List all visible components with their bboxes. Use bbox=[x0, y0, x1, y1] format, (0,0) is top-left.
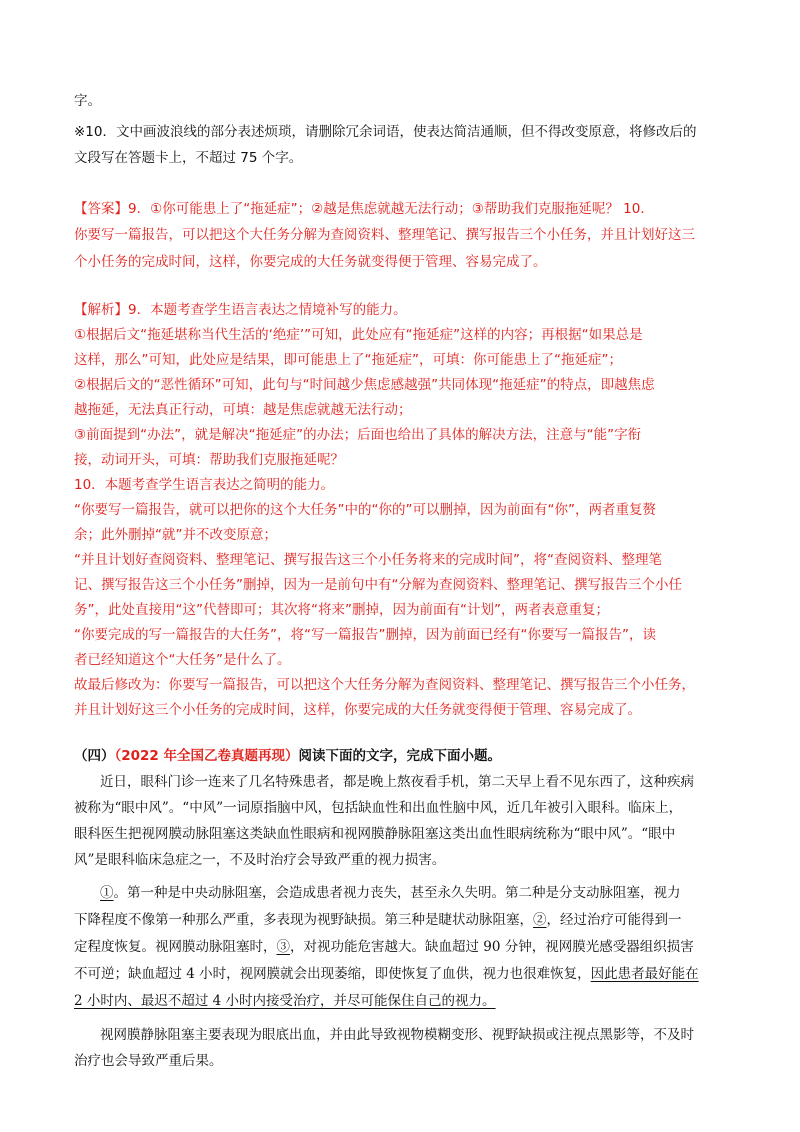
answer-line: 个小任务的完成时间，这样，你要完成的大任务就变得便于管理、容易完成了。 bbox=[74, 254, 547, 270]
answer-line: 你要写一篇报告，可以把这个大任务分解为查阅资料、整理笔记、撰写报告三个小任务，并且计划好这三 bbox=[74, 227, 695, 243]
passage-line bbox=[74, 910, 734, 930]
analysis-line: 10．本题考查学生语言表达之简明的能力。 bbox=[74, 477, 335, 493]
passage-line bbox=[74, 937, 734, 957]
analysis-line: 【解析】9．本题考查学生语言表达之情境补写的能力。 bbox=[74, 302, 407, 318]
passage-line: 治疗也会导致严重后果。 bbox=[74, 1053, 223, 1069]
analysis-line: 者已经知道这个“大任务”是什么了。 bbox=[74, 652, 291, 668]
question-10-line: 文段写在答题卡上，不超过 75 个字。 bbox=[74, 150, 303, 166]
passage-text: 下降程度不像第一种那么严重，多表现为视野缺损。第三种是睫状动脉阻塞， bbox=[74, 912, 533, 928]
passage-line: 眼科医生把视网膜动脉阻塞这类缺血性眼病和视网膜静脉阻塞这类出血性眼病统称为“眼中风”。“眼中 bbox=[74, 826, 676, 842]
section-source: （2022 年全国乙卷真题再现） bbox=[114, 748, 299, 764]
passage-text: ，对视功能危害越大。缺血超过 90 分钟，视网膜光感受器组织损害 bbox=[290, 939, 694, 955]
passage-line: 风”是眼科临床急症之一，不及时治疗会导致严重的视力损害。 bbox=[74, 852, 446, 868]
section-heading bbox=[74, 746, 734, 766]
blank-1: ① bbox=[100, 885, 114, 901]
passage-line bbox=[74, 964, 734, 984]
passage-line bbox=[74, 991, 734, 1011]
analysis-line: 余；此外删掉“就”并不改变原意； bbox=[74, 527, 277, 543]
analysis-line: ②根据后文的“恶性循环”可知，此句与“时间越少焦虑感越强”共同体现“拖延症”的特点，即越焦虑 bbox=[74, 377, 655, 393]
text-line: 字。 bbox=[74, 93, 101, 109]
analysis-line: 接，动词开头，可填：帮助我们克服拖延呢？ bbox=[74, 452, 344, 468]
underlined-text: 2 小时内、最迟不超过 4 小时内接受治疗，并尽可能保住自己的视力。 bbox=[74, 993, 496, 1009]
analysis-line: 记、撰写报告这三个小任务”删掉，因为一是前句中有“分解为查阅资料、整理笔记、撰写报告三个小任 bbox=[74, 577, 682, 593]
passage-text: 定程度恢复。视网膜动脉阻塞时， bbox=[74, 939, 277, 955]
section-prefix: （四） bbox=[74, 748, 115, 764]
analysis-line: ③前面提到“办法”，就是解决“拖延症”的办法；后面也给出了具体的解决方法，注意与“能”字衔 bbox=[74, 427, 642, 443]
passage-line: 视网膜静脉阻塞主要表现为眼底出血，并由此导致视物模糊变形、视野缺损或注视点黑影等，不及时 bbox=[100, 1027, 694, 1043]
passage-text: ，经过治疗可能得到一 bbox=[546, 912, 682, 928]
analysis-line: 故最后修改为：你要写一篇报告，可以把这个大任务分解为查阅资料、整理笔记、撰写报告三个小任务， bbox=[74, 677, 695, 693]
passage-line: 近日，眼科门诊一连来了几名特殊患者，都是晚上熬夜看手机，第二天早上看不见东西了，这种疾病 bbox=[100, 774, 694, 790]
underlined-text: 因此患者最好能在 bbox=[590, 966, 699, 982]
answer-line: 【答案】9．①你可能患上了“拖延症”；②越是焦虑就越无法行动；③帮助我们克服拖延呢？ 10． bbox=[74, 201, 654, 217]
question-10-line: ※10．文中画波浪线的部分表述烦琐，请删除冗余词语，使表达简洁通顺，但不得改变原意，将修改后的 bbox=[74, 124, 697, 140]
analysis-line: ①根据后文“拖延堪称当代生活的‘绝症’”可知，此处应有“拖延症”这样的内容；再根据“如果总是 bbox=[74, 327, 643, 343]
analysis-line: “你要完成的写一篇报告的大任务”，将“写一篇报告”删掉，因为前面已经有“你要写一篇报告”，读 bbox=[74, 627, 656, 643]
passage-line bbox=[100, 883, 734, 903]
passage-text: 。第一种是中央动脉阻塞，会造成患者视力丧失，甚至永久失明。第二种是分支动脉阻塞，视力 bbox=[113, 885, 681, 901]
analysis-line: 越拖延，无法真正行动，可填：越是焦虑就越无法行动； bbox=[74, 402, 412, 418]
section-instruction: 阅读下面的文字，完成下面小题。 bbox=[298, 748, 502, 764]
blank-3: ③ bbox=[276, 939, 290, 955]
analysis-line: “你要写一篇报告，就可以把你的这个大任务”中的“你的”可以删掉，因为前面有“你”，两者重复赘 bbox=[74, 502, 656, 518]
blank-2: ② bbox=[533, 912, 547, 928]
analysis-line: 并且计划好这三个小任务的完成时间，这样，你要完成的大任务就变得便于管理、容易完成了。 bbox=[74, 702, 641, 718]
passage-line: 被称为“眼中风”。“中风”一词原指脑中风，包括缺血性和出血性脑中风，近几年被引入眼科。临床上， bbox=[74, 800, 683, 816]
analysis-line: 这样，那么”可知，此处应是结果，即可能患上了“拖延症”，可填：你可能患上了“拖延症”； bbox=[74, 352, 622, 368]
analysis-line: 务”，此处直接用“这”代替即可；其次将“将来”删掉，因为前面有“计划”，两者表意重复； bbox=[74, 602, 609, 618]
analysis-line: “并且计划好查阅资料、整理笔记、撰写报告这三个小任务将来的完成时间”，将“查阅资料、整理笔 bbox=[74, 552, 662, 568]
passage-text: 不可逆；缺血超过 4 小时，视网膜就会出现萎缩，即使恢复了血供，视力也很难恢复， bbox=[74, 966, 591, 982]
